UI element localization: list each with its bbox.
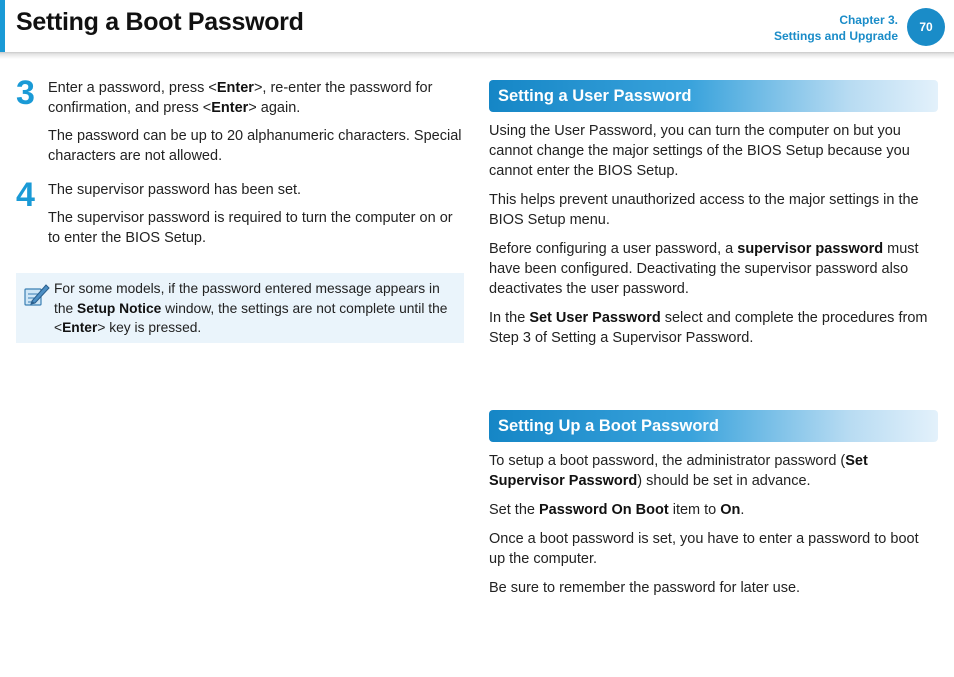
text-run: . xyxy=(740,502,745,518)
section-heading: Setting Up a Boot Password xyxy=(498,417,719,435)
setup-notice-label: Setup Notice xyxy=(77,300,162,316)
paragraph xyxy=(489,451,938,491)
text-run: To setup a boot password, the administrator password ( xyxy=(489,453,846,469)
header-divider xyxy=(0,52,954,59)
step-4 xyxy=(16,176,464,248)
bold-term: Password On Boot xyxy=(538,502,669,518)
note-box xyxy=(16,273,464,343)
text-run: > again. xyxy=(248,100,301,116)
bold-term: supervisor password xyxy=(737,241,884,257)
step-3-instruction xyxy=(48,78,464,118)
step-4-detail: The supervisor password is required to turn the computer on or to enter the BIOS Setup. xyxy=(48,210,453,246)
chapter-label xyxy=(774,12,898,44)
header-accent-bar xyxy=(0,0,5,52)
right-column xyxy=(489,80,938,598)
text-run: Set the xyxy=(489,502,539,518)
enter-key-label: Enter xyxy=(216,80,254,96)
text-run: >, re-enter the password for confirmation, and press < xyxy=(48,80,433,116)
enter-key-label: Enter xyxy=(211,100,249,116)
step-4-instruction: The supervisor password has been set. xyxy=(48,182,302,198)
paragraph: Using the User Password, you can turn the computer on but you cannot change the major settings of the BIOS Setup because you cannot enter the BIOS Setup. xyxy=(489,123,910,179)
text-run: In the xyxy=(489,310,530,326)
text-run: select and complete the procedures from Step 3 of Setting a Supervisor Password. xyxy=(489,310,928,346)
step-3-detail: The password can be up to 20 alphanumeric characters. Special characters are not allowed. xyxy=(48,128,462,164)
bold-term: Set User Password xyxy=(529,310,661,326)
text-run: Before configuring a user password, a xyxy=(489,241,738,257)
chapter-title: Settings and Upgrade xyxy=(773,29,898,43)
step-number: 4 xyxy=(16,176,35,214)
text-run: item to xyxy=(668,502,721,518)
bold-term: Set Supervisor Password xyxy=(489,453,868,489)
paragraph xyxy=(489,239,938,299)
text-run: ) should be set in advance. xyxy=(637,473,811,489)
section-heading-bar xyxy=(489,410,938,442)
page-number-badge: 70 xyxy=(907,8,945,46)
section-boot-password xyxy=(489,410,938,598)
pen-note-icon xyxy=(22,281,50,309)
step-number: 3 xyxy=(16,74,35,112)
text-run: window, the settings are not complete until the < xyxy=(54,300,448,335)
paragraph: Once a boot password is set, you have to enter a password to boot up the computer. xyxy=(489,531,919,567)
paragraph xyxy=(489,500,938,520)
text-run: For some models, if the password entered message appears in the xyxy=(54,281,440,316)
bold-term: On xyxy=(720,502,741,518)
paragraph: Be sure to remember the password for later use. xyxy=(489,580,801,596)
left-column xyxy=(16,74,464,256)
page-title: Setting a Boot Password xyxy=(16,8,304,36)
text-run: Enter a password, press < xyxy=(48,80,217,96)
text-run: > key is pressed. xyxy=(97,320,202,335)
paragraph xyxy=(489,308,938,348)
section-user-password xyxy=(489,80,938,348)
section-heading: Setting a User Password xyxy=(498,87,692,105)
paragraph: This helps prevent unauthorized access to the major settings in the BIOS Setup menu. xyxy=(489,192,919,228)
step-3 xyxy=(16,74,464,166)
section-heading-bar xyxy=(489,80,938,112)
note-text xyxy=(54,279,456,338)
text-run: must have been configured. Deactivating the supervisor password also deactivates the user password. xyxy=(489,241,919,297)
enter-key-label: Enter xyxy=(62,320,98,335)
chapter-number: Chapter 3. xyxy=(839,13,898,27)
